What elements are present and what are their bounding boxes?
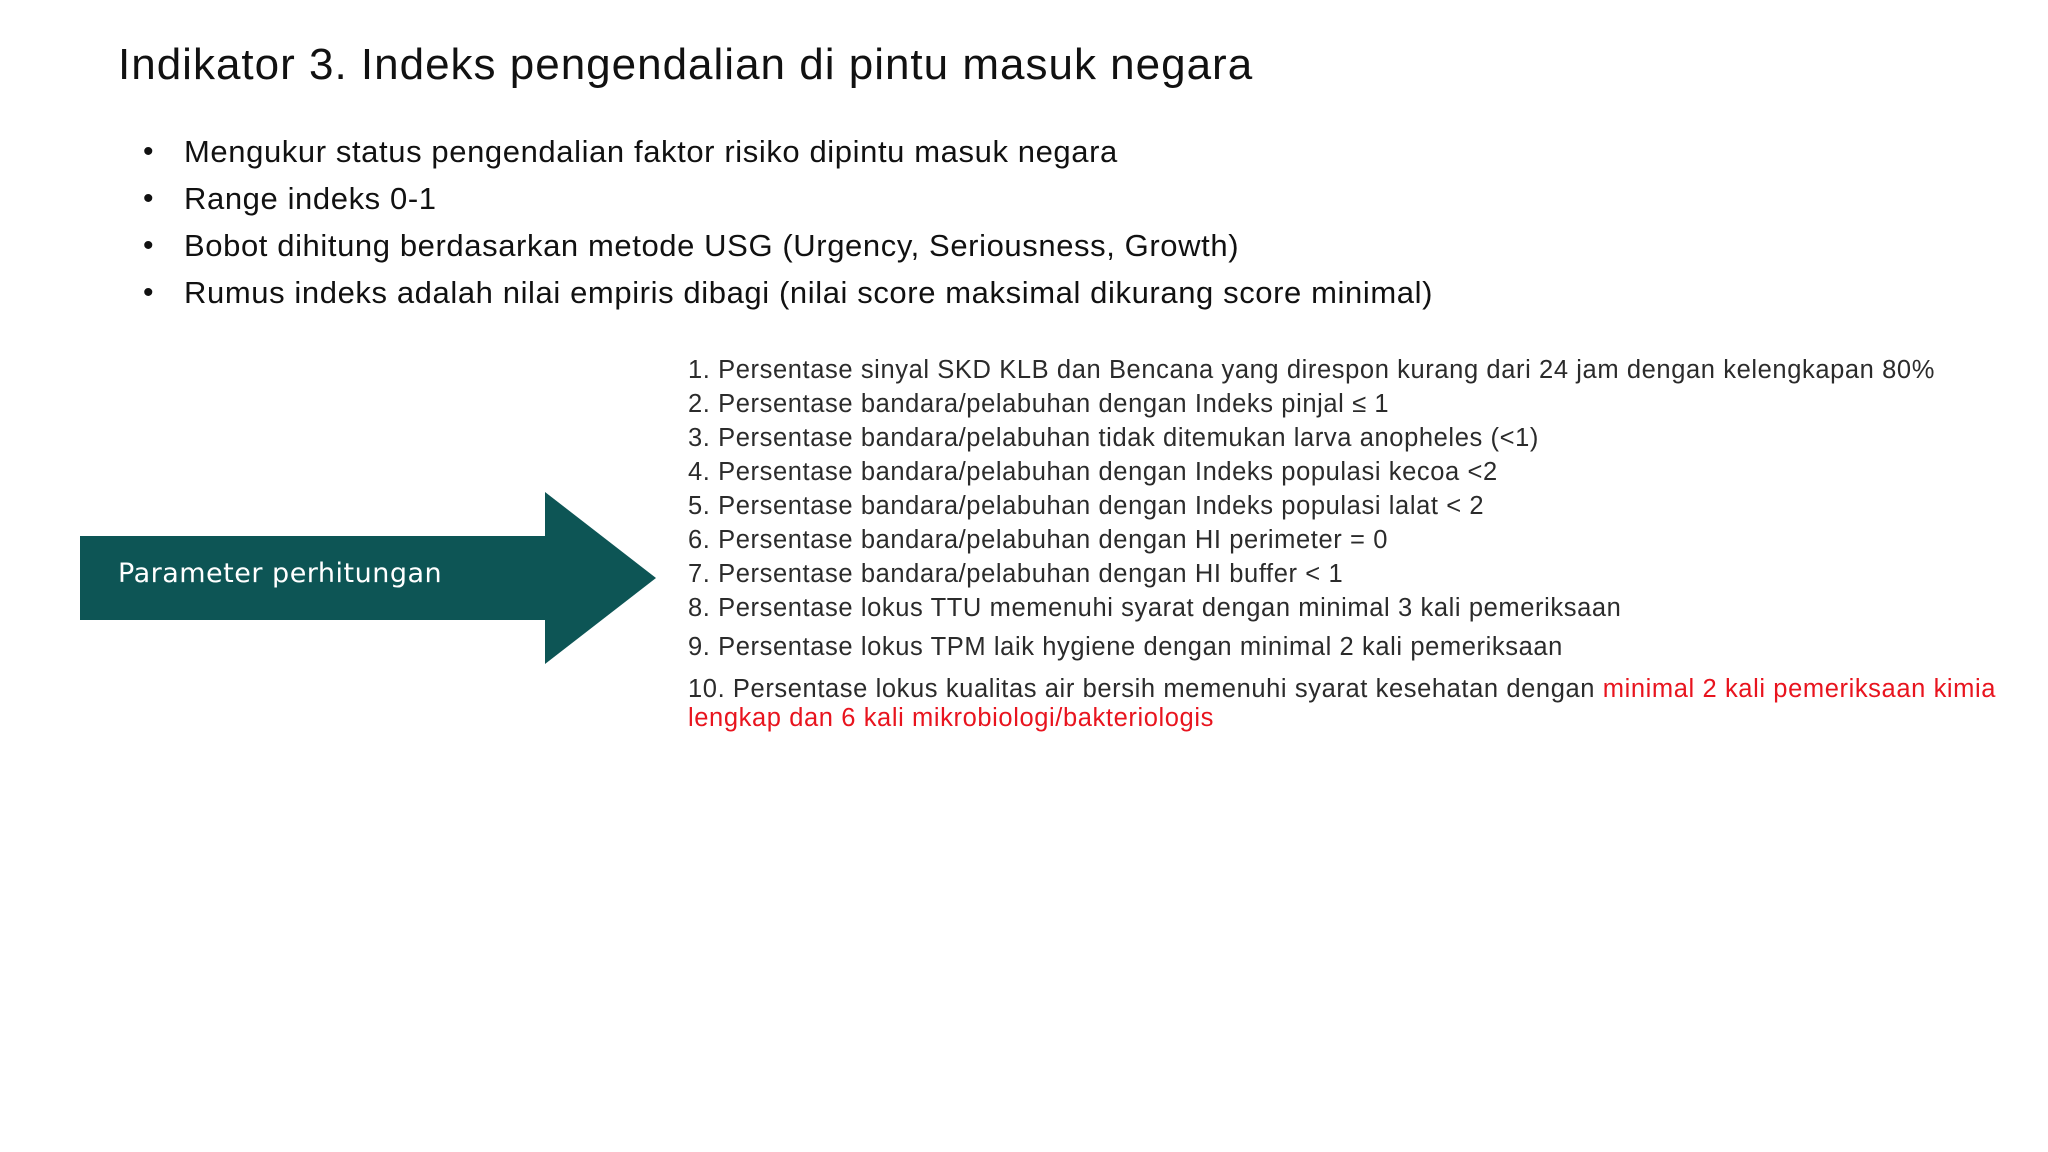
bullet-text: Bobot dihitung berdasarkan metode USG (Urgency, Seriousness, Growth) (184, 228, 1240, 263)
bullet-text: Range indeks 0-1 (184, 181, 437, 216)
parameter-item: 7. Persentase bandara/pelabuhan dengan HI buffer < 1 (688, 560, 1344, 588)
parameter-item: 8. Persentase lokus TTU memenuhi syarat dengan minimal 3 kali pemeriksaan (688, 594, 1622, 622)
bullet-glyph: • (143, 229, 155, 262)
arrow-label: Parameter perhitungan (118, 558, 443, 589)
parameter-item: 5. Persentase bandara/pelabuhan dengan Indeks populasi lalat < 2 (688, 492, 1485, 520)
parameter-text: 10. Persentase lokus kualitas air bersih memenuhi syarat kesehatan dengan (688, 675, 1603, 703)
bullet-text: Rumus indeks adalah nilai empiris dibagi (nilai score maksimal dikurang score minimal) (184, 275, 1434, 310)
bullet-item (140, 175, 1433, 222)
parameter-item: 1. Persentase sinyal SKD KLB dan Bencana yang direspon kurang dari 24 jam dengan kelengkapan 80% (688, 356, 1935, 384)
parameter-item: 2. Persentase bandara/pelabuhan dengan Indeks pinjal ≤ 1 (688, 390, 1390, 418)
bullet-glyph: • (143, 135, 155, 168)
parameter-highlight: minimal 2 kali pemeriksaan kimia lengkap dan 6 kali mikrobiologi/bakteriologis (688, 675, 1997, 732)
parameter-arrow (80, 492, 656, 664)
parameter-item: 4. Persentase bandara/pelabuhan dengan Indeks populasi kecoa <2 (688, 458, 1498, 486)
parameter-item (688, 675, 2008, 733)
parameter-item: 9. Persentase lokus TPM laik hygiene dengan minimal 2 kali pemeriksaan (688, 633, 1563, 661)
bullet-glyph: • (143, 276, 155, 309)
parameter-list (688, 356, 2008, 733)
parameter-item: 6. Persentase bandara/pelabuhan dengan HI perimeter = 0 (688, 526, 1389, 554)
bullet-text: Mengukur status pengendalian faktor risiko dipintu masuk negara (184, 134, 1118, 169)
bullet-item (140, 269, 1433, 316)
bullet-glyph: • (143, 182, 155, 215)
bullet-item (140, 222, 1433, 269)
parameter-item: 3. Persentase bandara/pelabuhan tidak ditemukan larva anopheles (<1) (688, 424, 1539, 452)
page-title: Indikator 3. Indeks pengendalian di pintu masuk negara (118, 40, 1254, 89)
bullet-item (140, 128, 1433, 175)
bullet-list (140, 128, 1433, 316)
